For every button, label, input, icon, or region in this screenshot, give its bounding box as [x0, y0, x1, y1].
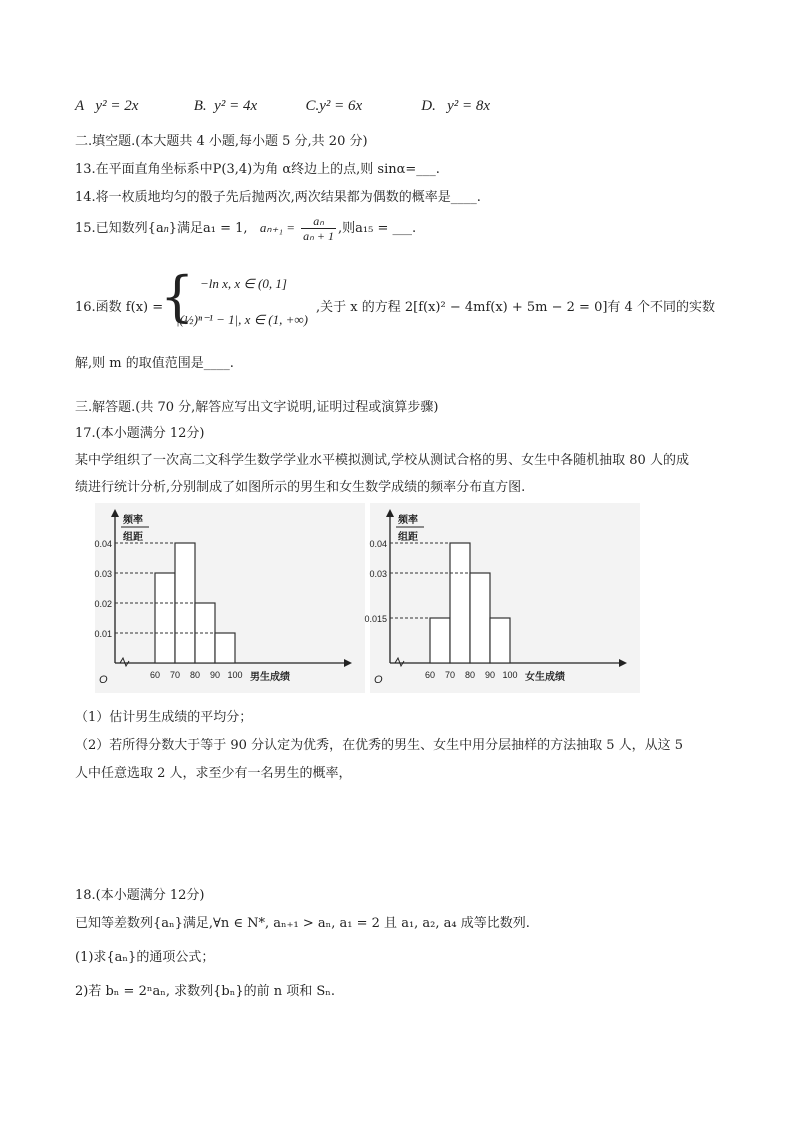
question-18-part-1: (1)求{aₙ}的通项公式； [75, 950, 215, 965]
question-15: 15.已知数列{an}满足a₁ = 1, aₙ₊₁ = $\frac{\text{aₙ}}{\text{aₙ + 1}}$ ,则a₁₅ = ___. [75, 214, 417, 243]
y-label-top: 频率 [123, 515, 143, 526]
origin-label: O [374, 674, 383, 686]
question-17-part-2-line-1: （2）若所得分数大于等于 90 分认定为优秀，在优秀的男生、女生中用分层抽样的方法抽取 5 人，从这 5 [75, 738, 684, 753]
section-2-title: 二.填空题.(本大题共 4 小题,每小题 5 分,共 20 分) [75, 134, 368, 149]
answer-options [75, 98, 490, 115]
y-tick-label: 0.04 [94, 539, 112, 549]
y-tick-label: 0.03 [94, 569, 112, 579]
question-16-continuation: 解,则 m 的取值范围是____. [75, 356, 234, 371]
option-d: D. y² = 8x [421, 98, 491, 114]
question-17-part-2-line-2: 人中任意选取 2 人，求至少有一名男生的概率， [75, 766, 352, 781]
y-label-top: 频率 [398, 515, 418, 526]
histogram-bar [155, 573, 175, 663]
q15-fraction: $\frac{\text{aₙ}}{\text{aₙ + 1}}$ [303, 214, 335, 243]
option-b: B. y² = 4x [193, 98, 258, 114]
question-18-line-1: 已知等差数列{aₙ}满足,∀n ∈ N*, aₙ₊₁ > aₙ, a₁ = 2 且 a₁, a₂, a₄ 成等比数列. [75, 916, 530, 931]
question-14: 14.将一枚质地均匀的骰子先后抛两次,两次结果都为偶数的概率是____. [75, 190, 481, 205]
x-tick-label: 90 [209, 670, 221, 680]
x-tick-label: 70 [169, 670, 181, 680]
histogram-bar [470, 573, 490, 663]
male-score-histogram [95, 503, 365, 693]
histogram-bar [450, 543, 470, 663]
y-label-bottom: 组距 [123, 532, 143, 543]
y-tick-label: 0.015 [364, 614, 387, 624]
q15-suffix: ,则a₁₅ = ___. [338, 221, 417, 236]
histogram-bar [215, 633, 235, 663]
question-17-line-2: 绩进行统计分析,分别制成了如图所示的男生和女生数学成绩的频率分布直方图. [75, 480, 526, 495]
question-17-part-1: （1）估计男生成绩的平均分； [75, 710, 253, 725]
question-13: 13.在平面直角坐标系中P(3,4)为角 α终边上的点,则 sinα=___. [75, 162, 440, 177]
question-17-heading: 17.(本小题满分 12分) [75, 426, 205, 441]
x-tick-label: 80 [189, 670, 201, 680]
piecewise-brace: { [160, 265, 195, 328]
x-tick-label: 60 [424, 670, 436, 680]
q15-prefix: 15.已知数列{a [75, 221, 164, 236]
y-tick-label: 0.01 [94, 629, 112, 639]
question-18-heading: 18.(本小题满分 12分) [75, 888, 205, 903]
question-17-line-1: 某中学组织了一次高二文科学生数学学业水平模拟测试,学校从测试合格的男、女生中各随机抽取 80 人的成 [75, 453, 689, 468]
histogram-bar [490, 618, 510, 663]
x-tick-label: 70 [444, 670, 456, 680]
question-18-part-2: 2)若 bₙ = 2ⁿaₙ, 求数列{bₙ}的前 n 项和 Sₙ. [75, 984, 336, 999]
x-axis-label: 女生成绩 [525, 672, 565, 683]
x-tick-label: 80 [464, 670, 476, 680]
x-axis-label: 男生成绩 [250, 672, 290, 683]
origin-label: O [99, 674, 108, 686]
option-a: A y² = 2x [75, 98, 139, 114]
y-tick-label: 0.03 [369, 569, 387, 579]
y-tick-label: 0.04 [369, 539, 387, 549]
question-16-equation: ,关于 x 的方程 2[f(x)² − 4mf(x) + 5m − 2 = 0]有 4 个不同的实数 [316, 300, 715, 315]
x-tick-label: 100 [227, 670, 243, 680]
y-tick-label: 0.02 [94, 599, 112, 609]
x-tick-label: 90 [484, 670, 496, 680]
histogram-bar [430, 618, 450, 663]
q15-lhs: aₙ₊₁ = [259, 220, 295, 235]
option-c: C.y² = 6x [305, 98, 363, 114]
section-3-title: 三.解答题.(共 70 分,解答应写出文字说明,证明过程或演算步骤) [75, 400, 439, 415]
female-score-histogram [364, 503, 640, 693]
x-tick-label: 100 [502, 670, 518, 680]
q15-condition: }满足a₁ = 1, [168, 221, 248, 236]
question-16-prefix: 16.函数 f(x) = [75, 300, 164, 315]
q16-case-2: |(½)ⁿ⁻¹ − 1|, x ∈ (1, +∞) [176, 312, 308, 327]
q16-case-1: −ln x, x ∈ (0, 1] [200, 276, 287, 291]
y-label-bottom: 组距 [398, 532, 418, 543]
x-tick-label: 60 [149, 670, 161, 680]
